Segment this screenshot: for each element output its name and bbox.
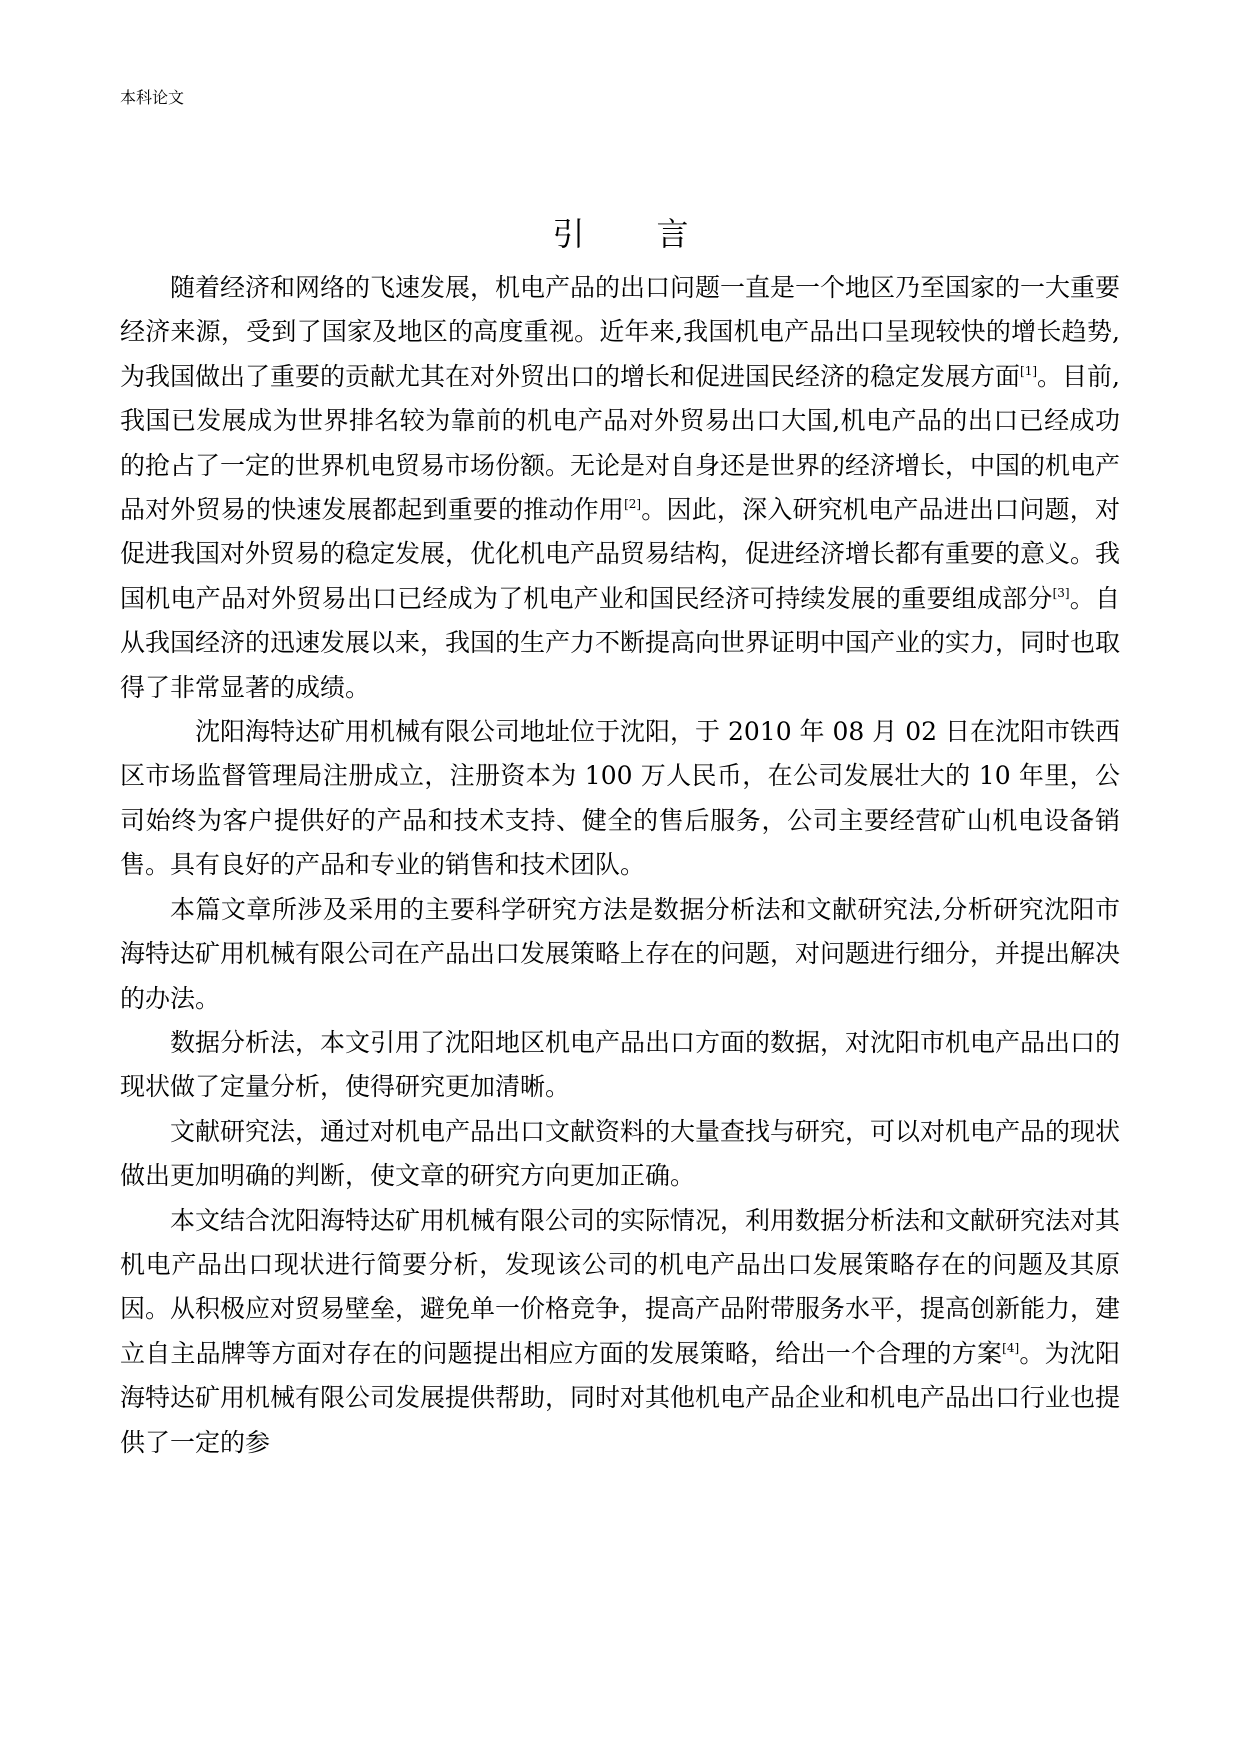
- citation-3: [3]: [1052, 585, 1070, 600]
- paragraph-6: [120, 1199, 1120, 1465]
- section-title-char-2: 言: [656, 215, 689, 253]
- paragraph-1: [120, 266, 1120, 710]
- paragraph-2: 沈阳海特达矿用机械有限公司地址位于沈阳，于 2010 年 08 月 02 日在沈阳市铁西区市场监督管理局注册成立，注册资本为 100 万人民币，在公司发展壮大的 10 年里，公司始终为客户提供好的产品和技术支持、健全的售后服务，公司主要经营矿山机电设备销售。具有良好的产品和专业的销售和技术团队。: [120, 717, 1120, 880]
- paragraph-text: 。为沈阳海特达矿用机械有限公司发展提供帮助，同时对其他机电产品企业和机电产品出口行业也提供了一定的参: [120, 1338, 1121, 1457]
- citation-1: [1]: [1020, 363, 1038, 378]
- section-title-char-1: 引: [552, 215, 585, 253]
- paragraph-5: 文献研究法，通过对机电产品出口文献资料的大量查找与研究，可以对机电产品的现状做出更加明确的判断，使文章的研究方向更加正确。: [120, 1116, 1121, 1191]
- citation-2: [2]: [624, 497, 642, 512]
- section-title: [0, 214, 1241, 254]
- running-header: 本科论文: [120, 88, 185, 107]
- citation-4: [4]: [1002, 1340, 1020, 1355]
- paragraph-text: 。因此，深入研究机电产品进出口问题，对促进我国对外贸易的稳定发展，优化机电产品贸易结构，促进经济增长都有重要的意义。我国机电产品对外贸易出口已经成为了机电产业和国民经济可持续发展的重要组成部分: [120, 495, 1121, 613]
- paragraph-text: 。自从我国经济的迅速发展以来，我国的生产力不断提高向世界证明中国产业的实力，同时也取得了非常显著的成绩。: [120, 583, 1121, 702]
- paragraph-text: 本文结合沈阳海特达矿用机械有限公司的实际情况，利用数据分析法和文献研究法对其机电产品出口现状进行简要分析，发现该公司的机电产品出口发展策略存在的问题及其原因。从积极应对贸易壁垒，避免单一价格竞争，提高产品附带服务水平，提高创新能力，建立自主品牌等方面对存在的问题提出相应方面的发展策略，给出一个合理的方案: [120, 1205, 1121, 1368]
- body-text: [120, 266, 1120, 1465]
- paragraph-3: 本篇文章所涉及采用的主要科学研究方法是数据分析法和文献研究法,分析研究沈阳市海特达矿用机械有限公司在产品出口发展策略上存在的问题，对问题进行细分，并提出解决的办法。: [120, 894, 1121, 1013]
- paragraph-text: 。目前,我国已发展成为世界排名较为靠前的机电产品对外贸易出口大国,机电产品的出口已经成功的抢占了一定的世界机电贸易市场份额。无论是对自身还是世界的经济增长，中国的机电产品对外贸易的快速发展都起到重要的推动作用: [120, 361, 1121, 525]
- paragraph-text: 随着经济和网络的飞速发展，机电产品的出口问题一直是一个地区乃至国家的一大重要经济来源，受到了国家及地区的高度重视。近年来,我国机电产品出口呈现较快的增长趋势,为我国做出了重要的贡献尤其在对外贸出口的增长和促进国民经济的稳定发展方面: [120, 273, 1121, 391]
- paragraph-4: 数据分析法，本文引用了沈阳地区机电产品出口方面的数据，对沈阳市机电产品出口的现状做了定量分析，使得研究更加清晰。: [120, 1027, 1121, 1102]
